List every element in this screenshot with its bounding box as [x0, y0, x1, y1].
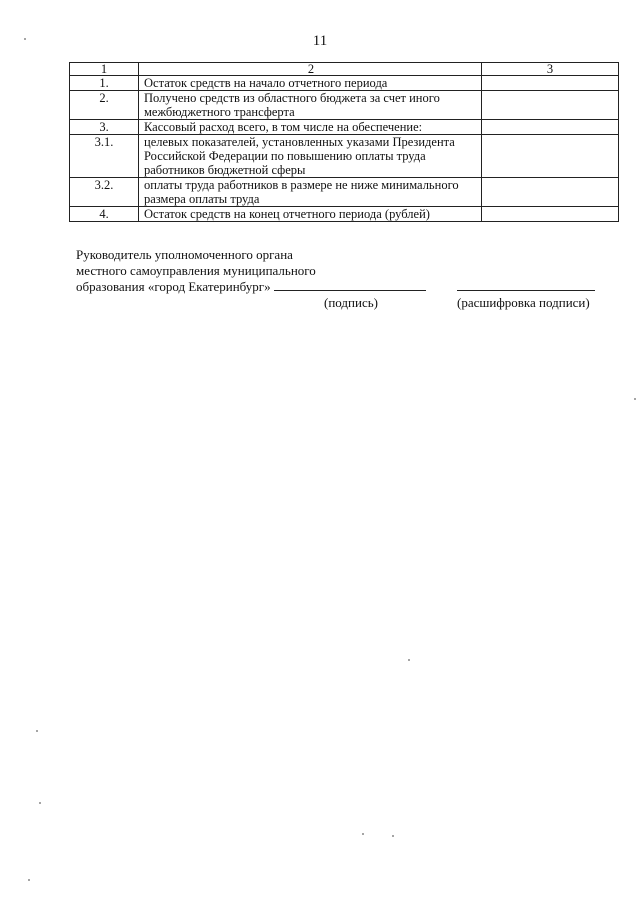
- scan-speck: [39, 802, 41, 804]
- row-value: [482, 207, 619, 222]
- scan-speck: [392, 835, 394, 837]
- table-row: [70, 91, 619, 120]
- row-number: 2.: [70, 91, 139, 120]
- scan-speck: [24, 38, 26, 40]
- scan-speck: [408, 659, 410, 661]
- scan-speck: [634, 398, 636, 400]
- signer-title-line-3: [76, 279, 616, 295]
- signature-block: [76, 247, 616, 311]
- row-number: 4.: [70, 207, 139, 222]
- row-number: 1.: [70, 76, 139, 91]
- header-col-1: 1: [70, 63, 139, 76]
- row-number: 3.1.: [70, 135, 139, 178]
- scan-speck: [36, 730, 38, 732]
- row-value: [482, 178, 619, 207]
- row-value: [482, 91, 619, 120]
- table-row: [70, 207, 619, 222]
- signature-blank-line: [274, 279, 426, 291]
- report-table: [69, 62, 619, 222]
- scan-speck: [362, 833, 364, 835]
- table-row: [70, 178, 619, 207]
- row-value: [482, 135, 619, 178]
- row-text: Остаток средств на начало отчетного периода: [139, 76, 482, 91]
- page-number: 11: [312, 33, 328, 49]
- row-text: Остаток средств на конец отчетного периода (рублей): [139, 207, 482, 222]
- signature-captions: [76, 295, 616, 311]
- scan-speck: [28, 879, 30, 881]
- caption-signature: (подпись): [324, 295, 378, 310]
- signer-title-line-3-text: образования «город Екатеринбург»: [76, 279, 271, 294]
- row-number: 3.: [70, 120, 139, 135]
- row-text: Кассовый расход всего, в том числе на обеспечение:: [139, 120, 482, 135]
- caption-signature-decode: (расшифровка подписи): [457, 295, 590, 310]
- table-header-row: [70, 63, 619, 76]
- header-col-3: 3: [482, 63, 619, 76]
- row-text: Получено средств из областного бюджета за счет иного межбюджетного трансферта: [139, 91, 482, 120]
- row-number: 3.2.: [70, 178, 139, 207]
- row-text: целевых показателей, установленных указами Президента Российской Федерации по повышению оплаты труда работников бюджетной сферы: [139, 135, 482, 178]
- table-row: [70, 135, 619, 178]
- signer-title-line-1: Руководитель уполномоченного органа: [76, 247, 293, 262]
- row-text: оплаты труда работников в размере не ниже минимального размера оплаты труда: [139, 178, 482, 207]
- table-row: [70, 76, 619, 91]
- row-value: [482, 120, 619, 135]
- signer-title-line-2: местного самоуправления муниципального: [76, 263, 316, 278]
- row-value: [482, 76, 619, 91]
- header-col-2: 2: [139, 63, 482, 76]
- table-row: [70, 120, 619, 135]
- signature-decode-blank-line: [457, 288, 595, 291]
